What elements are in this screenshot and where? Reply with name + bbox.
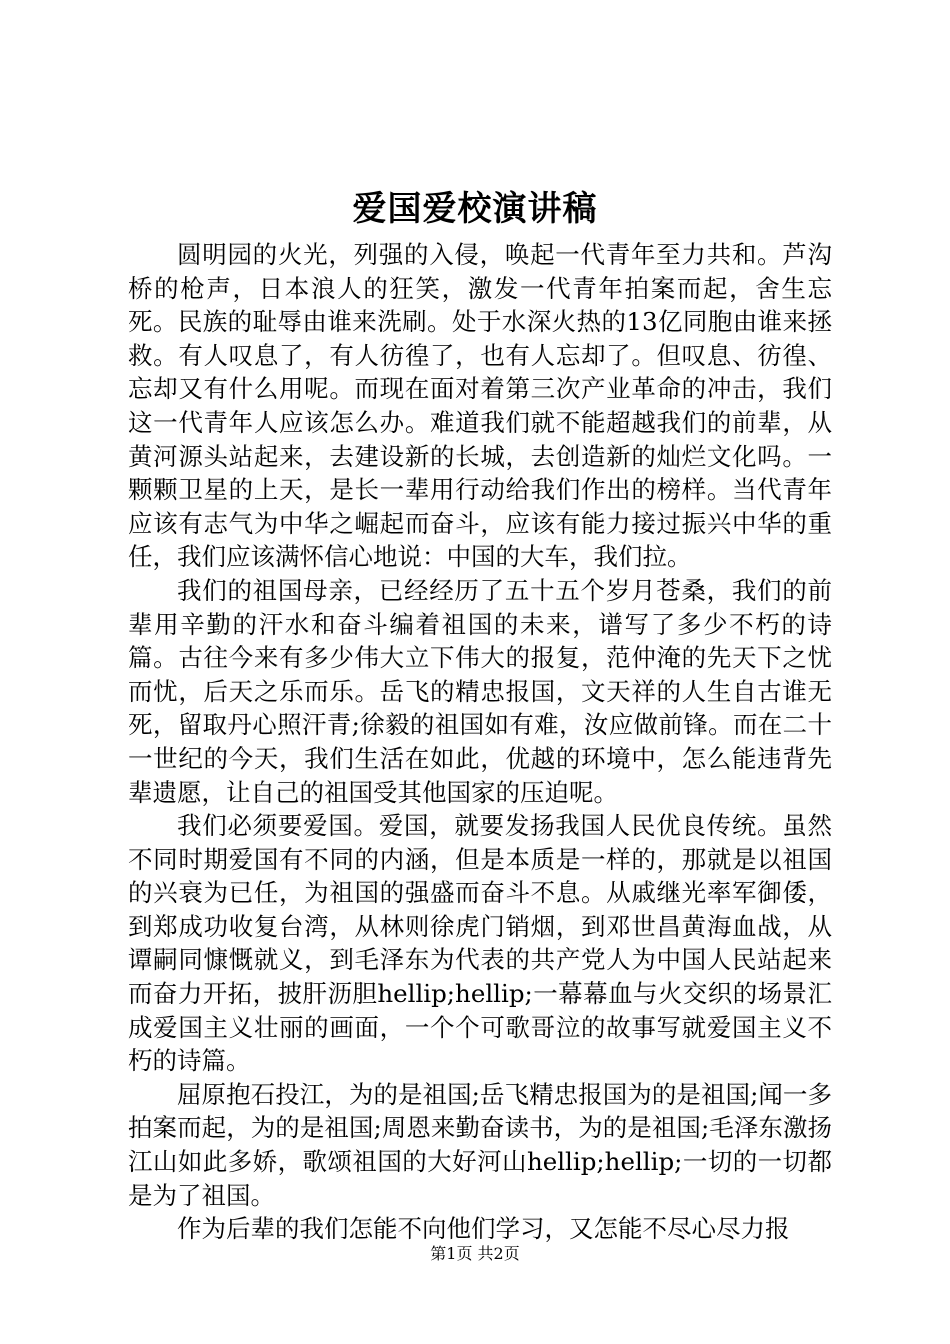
page-footer: 第1页 共2页 bbox=[430, 1244, 520, 1263]
document-title: 爱国爱校演讲稿 bbox=[352, 189, 598, 229]
paragraph-2: 我们的祖国母亲，已经经历了五十五个岁月苍桑，我们的前辈用辛勤的汗水和奋斗编着祖国的未来，谱写了多少不朽的诗篇。古往今来有多少伟大立下伟大的报复，范仲淹的先天下之忧而忧，后天之乐而乐。岳飞的精忠报国，文天祥的人生自古谁无死，留取丹心照汗青;徐毅的祖国如有难，汝应做前锋。而在二十一世纪的今天，我们生活在如此，优越的环境中，怎么能违背先辈遗愿，让自己的祖国受其他国家的压迫呢。 bbox=[128, 575, 832, 807]
paragraph-1: 圆明园的火光，列强的入侵，唤起一代青年至力共和。芦沟桥的枪声，日本浪人的狂笑，激发一代青年拍案而起，舍生忘死。民族的耻辱由谁来洗刷。处于水深火热的13亿同胞由谁来拯救。有人叹息了，有人彷徨了，也有人忘却了。但叹息、彷徨、忘却又有什么用呢。而现在面对着第三次产业革命的冲击，我们这一代青年人应该怎么办。难道我们就不能超越我们的前辈，从黄河源头站起来，去建设新的长城，去创造新的灿烂文化吗。一颗颗卫星的上天，是长一辈用行动给我们作出的榜样。当代青年应该有志气为中华之崛起而奋斗，应该有能力接过振兴中华的重任，我们应该满怀信心地说：中国的大车，我们拉。 bbox=[128, 240, 832, 572]
paragraph-3: 我们必须要爱国。爱国，就要发扬我国人民优良传统。虽然不同时期爱国有不同的内涵，但是本质是一样的，那就是以祖国的兴衰为已任，为祖国的强盛而奋斗不息。从戚继光率军御倭，到郑成功收复台湾，从林则徐虎门销烟，到邓世昌黄海血战，从谭嗣同慷慨就义，到毛泽东为代表的共产党人为中国人民站起来而奋力开拓，披肝沥胆hellip;hellip;一幕幕血与火交织的场景汇成爱国主义壮丽的画面，一个个可歌哥泣的故事写就爱国主义不朽的诗篇。 bbox=[128, 811, 832, 1076]
paragraph-4: 屈原抱石投江，为的是祖国;岳飞精忠报国为的是祖国;闻一多拍案而起，为的是祖国;周恩来勤奋读书，为的是祖国;毛泽东激扬江山如此多娇，歌颂祖国的大好河山hellip;hellip;一切的一切都是为了祖国。 bbox=[128, 1079, 832, 1210]
paragraph-5: 作为后辈的我们怎能不向他们学习，又怎能不尽心尽力报 bbox=[177, 1214, 790, 1244]
document-body bbox=[128, 238, 832, 1246]
